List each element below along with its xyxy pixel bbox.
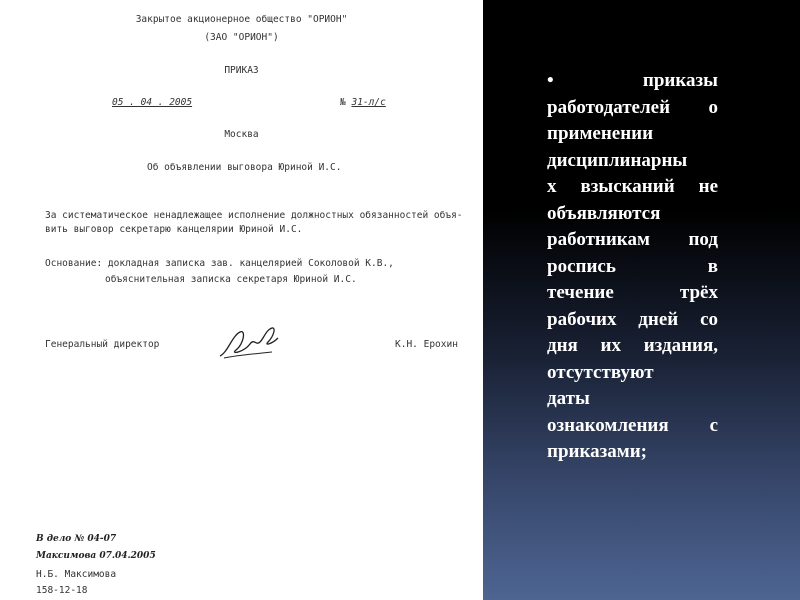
- number-prefix: №: [340, 97, 346, 108]
- document-type: ПРИКАЗ: [224, 65, 259, 76]
- executor-name: Н.Б. Максимова: [36, 569, 117, 580]
- bullet-line: рабочих дней со: [547, 308, 718, 330]
- bullet-line: отсутствуют: [547, 361, 654, 383]
- basis-line: Основание: докладная записка зав. канцелярией Соколовой К.В.,: [45, 258, 394, 269]
- bullet-line: дисциплинарны: [547, 149, 688, 171]
- executor-phone: 158-12-18: [36, 585, 88, 596]
- document-subject: Об объявлении выговора Юриной И.С.: [147, 162, 342, 173]
- bullet-line: [547, 68, 718, 95]
- signatory-title: Генеральный директор: [45, 339, 160, 350]
- company-short-name: (ЗАО "ОРИОН"): [204, 32, 279, 43]
- bullet-line: объявляются: [547, 202, 661, 224]
- slide-bullet-text: [547, 68, 718, 466]
- bullet-icon: •: [547, 70, 554, 91]
- document-date: 05 . 04 . 2005: [112, 97, 193, 108]
- bullet-line-text: приказы: [642, 70, 718, 91]
- document-number: [340, 97, 386, 108]
- body-line: За систематическое ненадлежащее исполнение должностных обязанностей объя-: [45, 210, 463, 221]
- document-city: Москва: [224, 129, 259, 140]
- bullet-line: применении: [547, 123, 654, 144]
- bullet-line: работникам под: [547, 229, 718, 250]
- bullet-line: даты: [547, 388, 590, 409]
- number-value: 31-л/с: [351, 97, 386, 108]
- bullet-line: роспись в: [547, 255, 718, 277]
- filing-note: В дело № 04-07: [36, 534, 117, 544]
- bullet-line: ознакомления с: [547, 414, 718, 436]
- signatory-name: К.Н. Ерохин: [395, 339, 458, 350]
- bullet-line: приказами;: [547, 441, 647, 462]
- bullet-line: работодателей о: [547, 96, 718, 118]
- filing-note-signature: Максимова 07.04.2005: [36, 551, 156, 561]
- bullet-line: течение трёх: [547, 282, 718, 303]
- basis-line: объяснительная записка секретаря Юриной И.С.: [105, 274, 357, 285]
- bullet-line: дня их издания,: [547, 335, 718, 356]
- body-line: вить выговор секретарю канцелярии Юриной И.С.: [45, 224, 303, 235]
- bullet-line: х взысканий не: [547, 176, 718, 197]
- signature-image: [214, 322, 284, 362]
- company-name: Закрытое акционерное общество "ОРИОН": [135, 14, 348, 25]
